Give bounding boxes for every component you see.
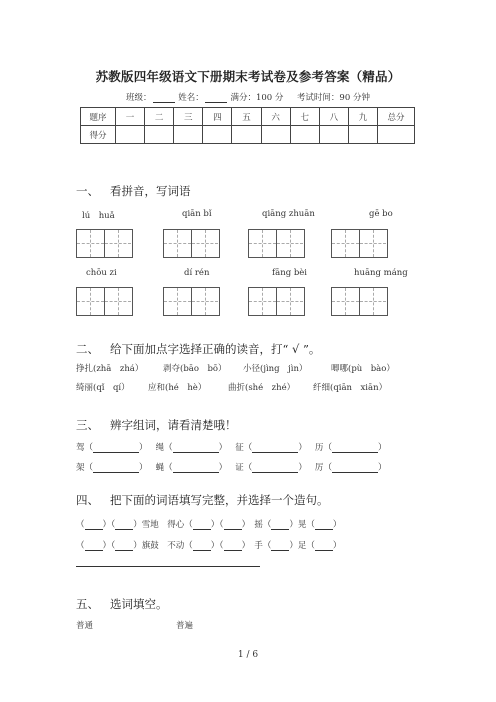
answer-blank[interactable] <box>271 521 289 530</box>
writing-grid[interactable] <box>76 287 133 316</box>
answer-blank[interactable] <box>173 444 219 453</box>
section-number: 四、 <box>76 493 99 507</box>
answer-blank[interactable] <box>93 444 139 453</box>
idiom-text: ）（ <box>210 541 224 551</box>
answer-blank[interactable] <box>173 464 219 473</box>
sentence-answer-line[interactable] <box>76 566 260 567</box>
word-group-row: 架（ ） 蝇（ ） 证（ ） 厉（ ） <box>76 463 387 473</box>
section-1-heading <box>76 183 190 199</box>
score-header-cell: 二 <box>145 108 174 126</box>
score-cell[interactable] <box>319 126 348 144</box>
score-cell[interactable] <box>232 126 261 144</box>
score-label: 满分：100 分 <box>230 93 284 103</box>
writing-grid[interactable] <box>76 229 133 258</box>
section-number: 三、 <box>76 418 99 432</box>
reading-choice[interactable]: 纤细(qiān xiān） <box>313 383 388 393</box>
char-label: 征 <box>235 443 244 453</box>
idiom-text: ） <box>332 520 342 530</box>
section-5-heading <box>76 596 167 612</box>
idiom-row <box>76 518 341 530</box>
pinyin-label: fāng bèi <box>272 268 308 278</box>
section-number: 五、 <box>76 597 99 611</box>
answer-blank[interactable] <box>315 521 333 530</box>
writing-grid[interactable] <box>248 287 305 316</box>
score-table <box>80 107 415 144</box>
score-header-cell: 九 <box>348 108 377 126</box>
writing-grid[interactable] <box>331 229 388 258</box>
answer-blank[interactable] <box>332 444 378 453</box>
score-cell[interactable] <box>203 126 232 144</box>
reading-choice[interactable]: 绮丽(qǐ qí） <box>76 383 130 393</box>
score-header-cell: 三 <box>174 108 203 126</box>
pinyin-label: qiān bǐ <box>182 209 212 219</box>
answer-blank[interactable] <box>271 542 289 551</box>
answer-blank[interactable] <box>85 542 103 551</box>
answer-blank[interactable] <box>93 464 139 473</box>
pinyin-label: gē bo <box>369 209 393 219</box>
score-header-cell: 六 <box>261 108 290 126</box>
answer-blank[interactable] <box>85 521 103 530</box>
score-cell[interactable] <box>348 126 377 144</box>
answer-blank[interactable] <box>252 464 298 473</box>
reading-choice[interactable]: 挣扎(zhā zhá） <box>76 364 144 374</box>
answer-blank[interactable] <box>224 521 242 530</box>
score-table-score-row <box>81 126 415 144</box>
score-header-cell: 题序 <box>81 108 116 126</box>
score-header-cell: 一 <box>116 108 145 126</box>
exam-meta <box>0 91 496 103</box>
time-label: 考试时间：90 分钟 <box>296 93 370 103</box>
char-label: 蝇 <box>155 463 165 473</box>
reading-choice[interactable]: 小径(jìng jìn） <box>243 364 308 374</box>
idiom-text: ） 手（ <box>241 541 272 551</box>
idiom-text: ）（ <box>102 541 116 551</box>
name-blank[interactable] <box>205 94 227 103</box>
answer-blank[interactable] <box>115 542 133 551</box>
answer-blank[interactable] <box>252 444 298 453</box>
idiom-text: （ <box>76 520 85 530</box>
idiom-text: ） <box>332 541 342 551</box>
section-2-heading <box>76 341 320 357</box>
reading-choice[interactable]: 剥夺(bāo bō） <box>163 364 227 374</box>
idiom-text: ）雪地 得心（ <box>133 520 193 530</box>
pinyin-label: chōu zi <box>86 268 117 278</box>
writing-grid[interactable] <box>331 287 388 316</box>
char-label: 驾 <box>76 443 85 453</box>
section-4-heading <box>76 492 328 508</box>
score-header-cell: 七 <box>290 108 319 126</box>
idiom-text: ）（ <box>210 520 224 530</box>
score-header-cell: 四 <box>203 108 232 126</box>
writing-grid[interactable] <box>163 287 220 316</box>
pinyin-label: qiāng zhuān <box>262 209 315 219</box>
char-label: 绳 <box>155 443 165 453</box>
score-cell[interactable] <box>116 126 145 144</box>
page-number: 1 / 6 <box>237 650 259 660</box>
section-number: 一、 <box>76 184 99 198</box>
score-table-header-row <box>81 108 415 126</box>
score-header-cell: 总分 <box>378 108 415 126</box>
section-title: 给下面加点字选择正确的读音，打“ √ ”。 <box>109 342 321 356</box>
section-title: 选词填空。 <box>109 597 168 611</box>
word-group-row: 驾（ ） 绳（ ） 征（ ） 历（ ） <box>76 443 387 453</box>
page-title: 苏教版四年级语文下册期末考试卷及参考答案（精品） <box>95 69 401 84</box>
answer-blank[interactable] <box>115 521 133 530</box>
char-label: 厉 <box>314 463 324 473</box>
class-blank[interactable] <box>153 94 175 103</box>
score-cell[interactable] <box>261 126 290 144</box>
answer-blank[interactable] <box>193 521 211 530</box>
section-3-heading <box>76 417 236 433</box>
pinyin-label: huāng máng <box>354 268 408 278</box>
answer-blank[interactable] <box>224 542 242 551</box>
score-cell[interactable] <box>174 126 203 144</box>
char-label: 历 <box>314 443 324 453</box>
score-cell[interactable] <box>290 126 319 144</box>
answer-blank[interactable] <box>332 464 378 473</box>
reading-choice[interactable]: 唧哪(pù bào） <box>331 364 395 374</box>
word-option: 普通 <box>76 621 94 631</box>
section-title: 辨字组词，请看清楚哦！ <box>109 418 237 432</box>
score-header-cell: 八 <box>319 108 348 126</box>
score-header-cell: 五 <box>232 108 261 126</box>
word-option: 普遍 <box>176 621 194 631</box>
score-cell[interactable] <box>145 126 174 144</box>
score-cell[interactable] <box>378 126 415 144</box>
char-label: 证 <box>235 463 244 473</box>
reading-choice[interactable]: 曲折(shé zhé） <box>228 383 296 393</box>
class-label: 班级： <box>126 93 152 103</box>
writing-grid[interactable] <box>163 229 220 258</box>
section-title: 把下面的词语填写完整，并选择一个造句。 <box>109 493 329 507</box>
idiom-text: ）足（ <box>289 541 315 551</box>
idiom-text: ）旗鼓 不动（ <box>133 541 193 551</box>
char-label: 架 <box>76 463 85 473</box>
idiom-text: （ <box>76 541 85 551</box>
section-title: 看拼音，写词语 <box>109 184 191 198</box>
name-label: 姓名： <box>178 93 204 103</box>
score-row-label: 得分 <box>81 126 116 144</box>
section-number: 二、 <box>76 342 99 356</box>
idiom-text: ）（ <box>102 520 116 530</box>
answer-blank[interactable] <box>315 542 333 551</box>
answer-blank[interactable] <box>193 542 211 551</box>
pinyin-label: lú huǎ <box>82 211 115 221</box>
idiom-text: ） 摇（ <box>241 520 272 530</box>
idiom-row <box>76 539 341 551</box>
idiom-text: ）晃（ <box>289 520 315 530</box>
writing-grid[interactable] <box>248 229 305 258</box>
pinyin-label: dí rén <box>184 268 210 278</box>
reading-choice[interactable]: 应和(hé hè） <box>148 383 207 393</box>
